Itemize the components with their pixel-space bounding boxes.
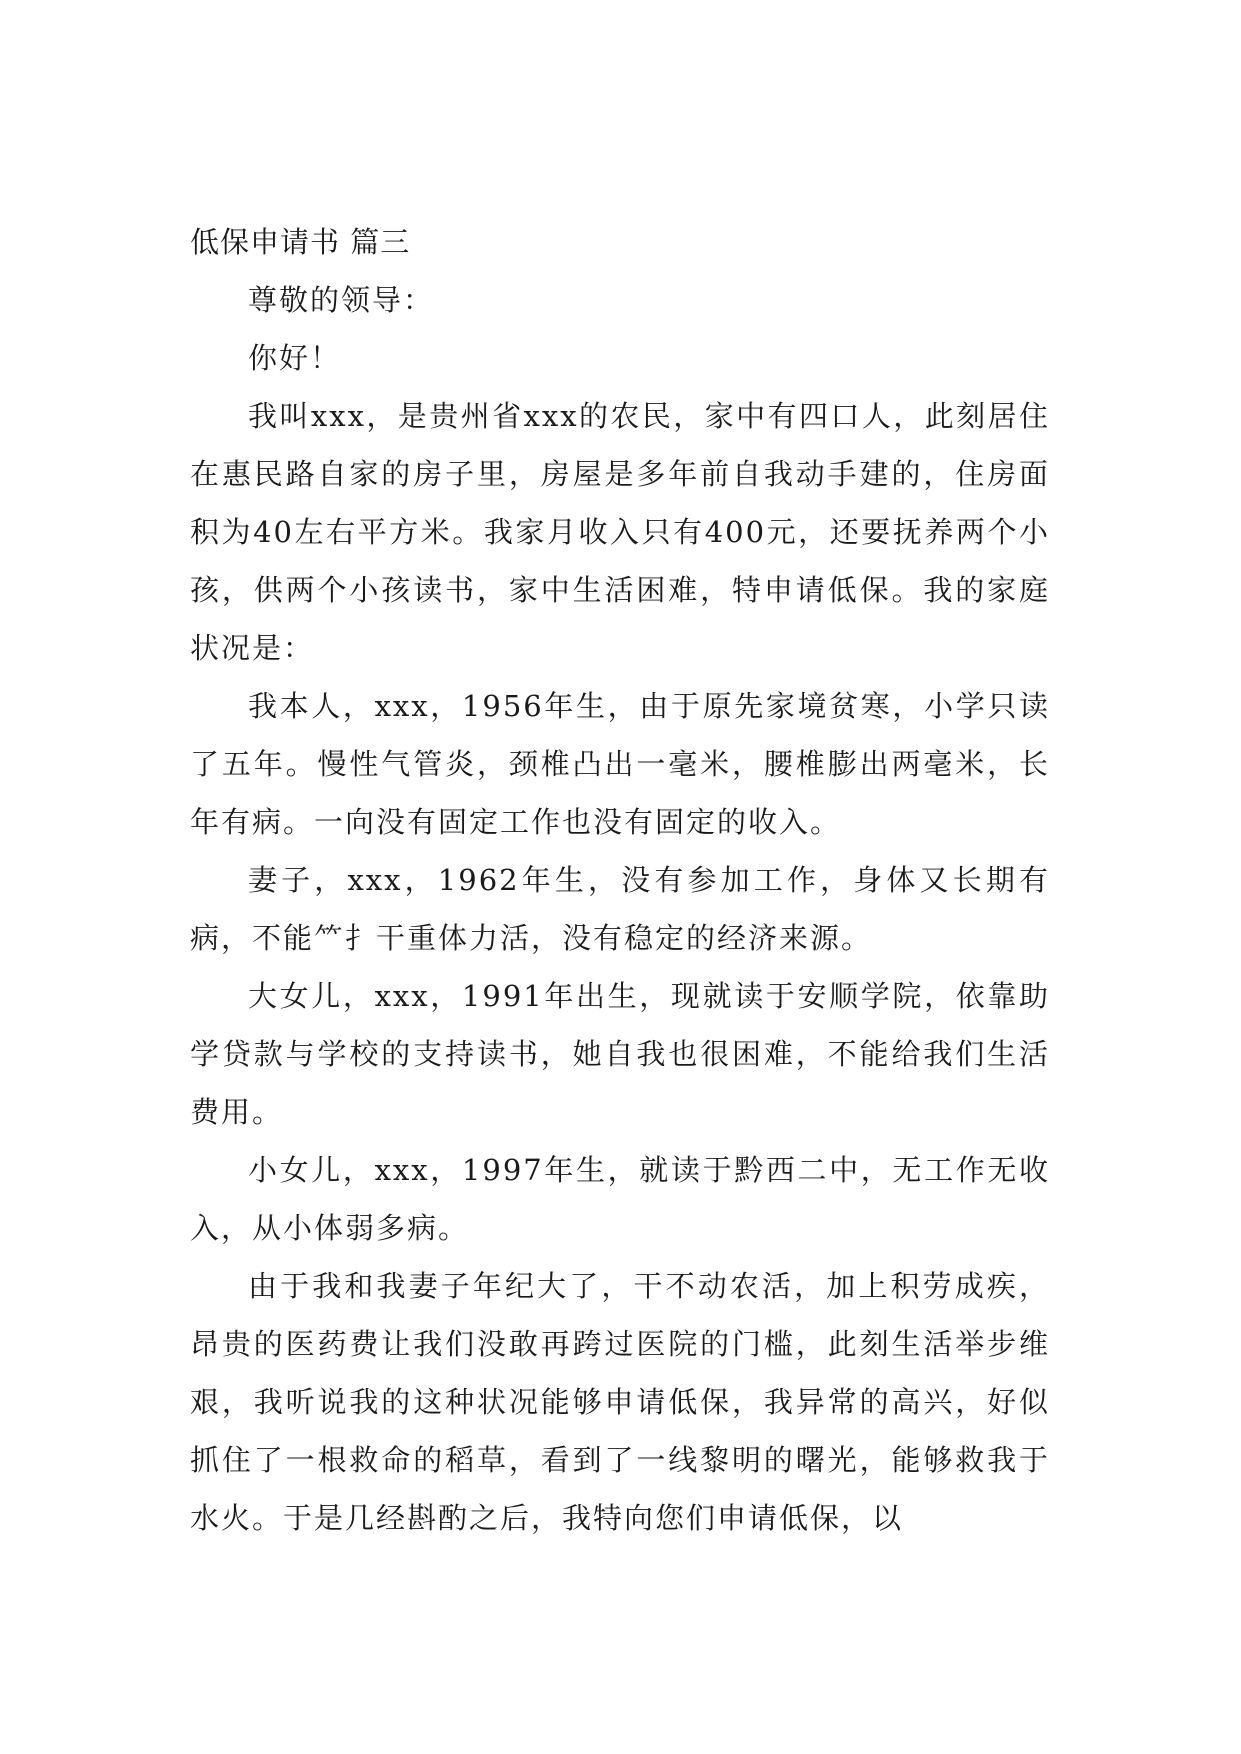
paragraph-reason: 由于我和我妻子年纪大了，干不动农活，加上积劳成疾，昂贵的医药费让我们没敢再跨过医院的门槛，此刻生活举步维艰，我听说我的这种状况能够申请低保，我异常的高兴，好似抓住了一根救命的稻草，看到了一线黎明的曙光，能够救我于水火。于是几经斟酌之后，我特向您们申请低保，以 [190, 1269, 1050, 1535]
paragraph-wife: 妻子，xxx，1962年生，没有参加工作，身体又长期有病，不能⺮⺘干重体力活，没有稳定的经济来源。 [190, 863, 1050, 955]
salutation: 尊敬的领导： [248, 283, 435, 317]
paragraph-younger-daughter: 小女儿，xxx，1997年生，就读于黔西二中，无工作无收入，从小体弱多病。 [190, 1153, 1050, 1245]
paragraph-intro: 我叫xxx，是贵州省xxx的农民，家中有四口人，此刻居住在惠民路自家的房子里，房屋是多年前自我动手建的，住房面积为40左右平方米。我家月收入只有400元，还要抚养两个小孩，供两个小孩读书，家中生活困难，特申请低保。我的家庭状况是： [190, 399, 1050, 665]
document-title: 低保申请书 篇三 [190, 225, 411, 259]
paragraph-self: 我本人，xxx，1956年生，由于原先家境贫寒，小学只读了五年。慢性气管炎，颈椎凸出一毫米，腰椎膨出两毫米，长年有病。一向没有固定工作也没有固定的收入。 [190, 689, 1050, 839]
greeting: 你好！ [248, 341, 342, 375]
paragraph-elder-daughter: 大女儿，xxx，1991年出生，现就读于安顺学院，依靠助学贷款与学校的支持读书，她自我也很困难，不能给我们生活费用。 [190, 979, 1050, 1129]
document-body [190, 213, 1050, 1547]
